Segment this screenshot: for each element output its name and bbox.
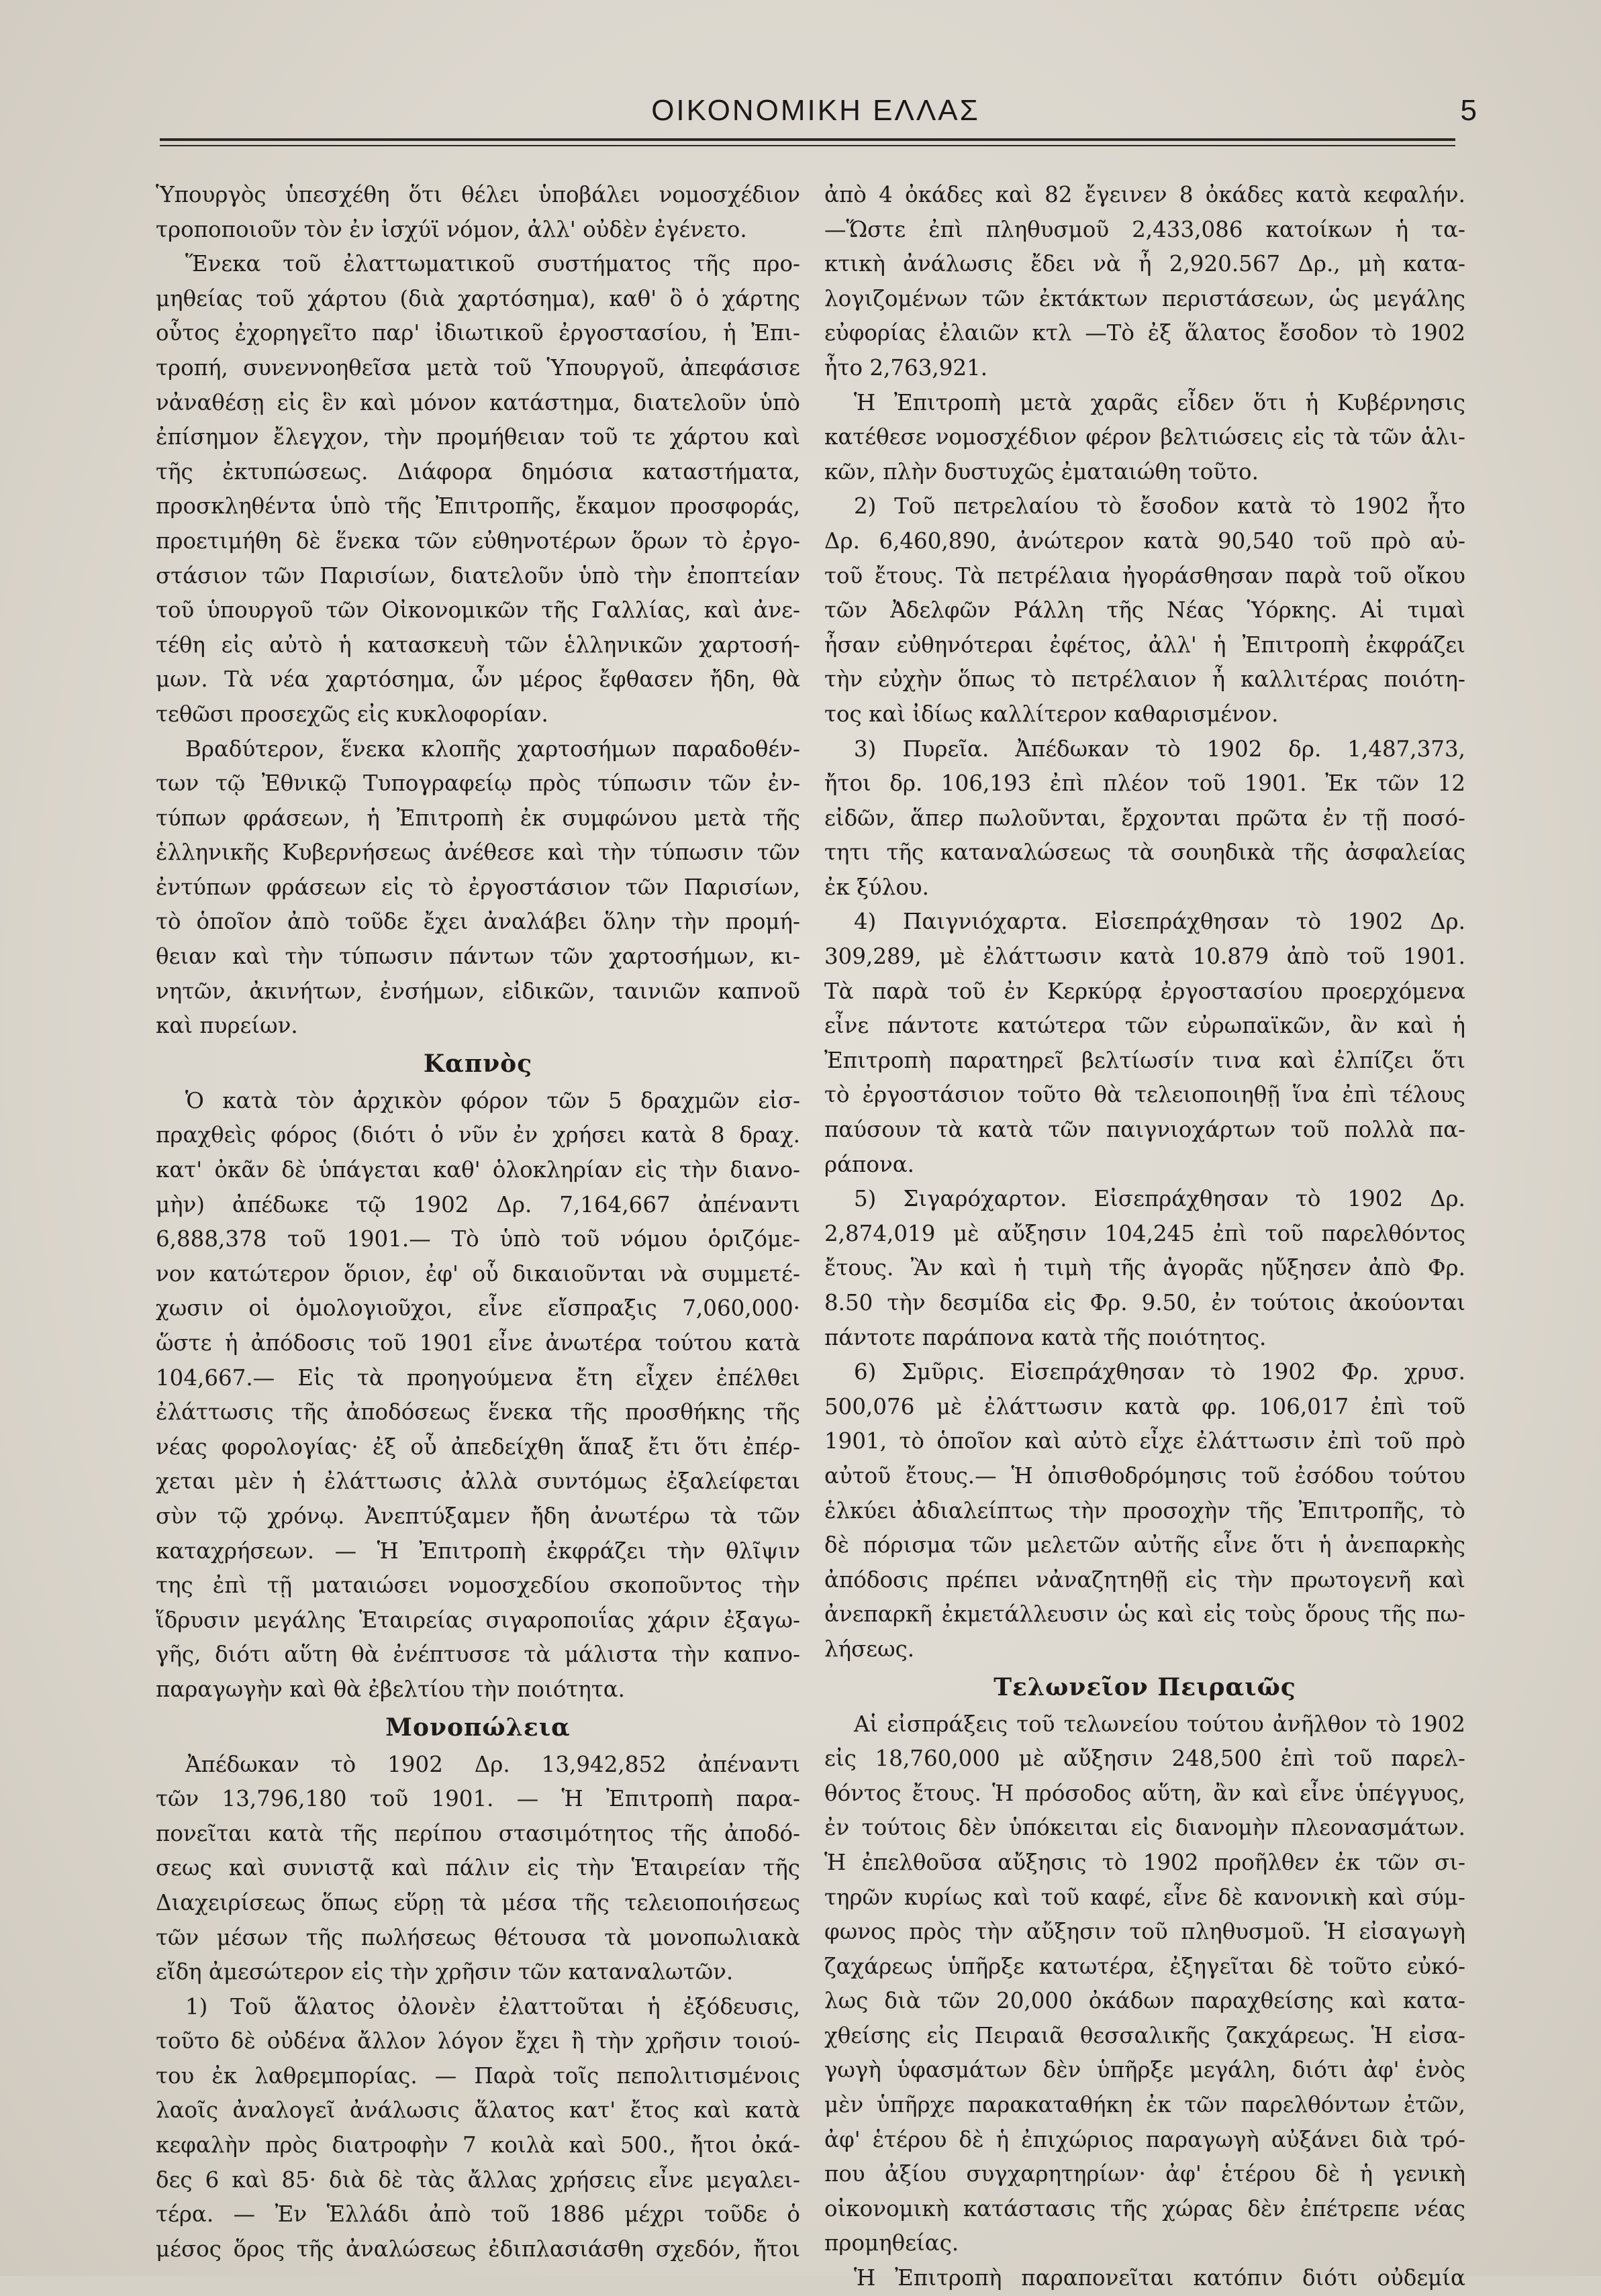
text-line: ἑλκύει ἀδιαλείπτως τὴν προσοχὴν τῆς Ἐπιτροπῆς, τὸ <box>824 1497 1465 1524</box>
text-line: 4) Παιγνιόχαρτα. Εἰσεπράχθησαν τὸ 1902 Δρ. <box>854 909 1465 935</box>
text-line: ἐν τούτοις δὲν ὑπόκειται εἰς διανομὴν πλεονασμάτων. <box>824 1815 1465 1841</box>
text-line: ἀπόδοσις πρέπει νἀναζητηθῇ εἰς τὴν πρωτογενῆ καὶ <box>824 1566 1465 1593</box>
text-line: γωγὴ ὑφασμάτων δὲν ὑπῆρξε μεγάλη, διότι ἀφ' ἑνὸς <box>824 2057 1465 2083</box>
text-line: Βραδύτερον, ἕνεκα κλοπῆς χαρτοσήμων παραδοθέν- <box>185 736 800 762</box>
text-line: σὺν τῷ χρόνῳ. Ἀνεπτύξαμεν ἤδη ἀνωτέρω τὰ τῶν <box>156 1503 800 1529</box>
text-line: προετιμήθη δὲ ἕνεκα τῶν εὐθηνοτέρων ὅρων τὸ ἐργο- <box>156 528 800 554</box>
text-line: 3) Πυρεῖα. Ἀπέδωκαν τὸ 1902 δρ. 1,487,373, <box>854 736 1465 762</box>
text-line: τὴν εὐχὴν ὅπως τὸ πετρέλαιον ἦ καλλιτέρας ποιότη- <box>824 666 1465 693</box>
text-line: Δρ. 6,460,890, ἀνώτερον κατὰ 90,540 τοῦ πρὸ αὐ- <box>824 528 1465 554</box>
text-line: τεθῶσι προσεχῶς εἰς κυκλοφορίαν. <box>156 701 548 727</box>
text-line: χθείσης εἰς Πειραιᾶ θεσσαλικῆς ζακχάρεως. Ἡ εἰσα- <box>824 2022 1465 2048</box>
text-line: Ἐπιτροπὴ παρατηρεῖ βελτίωσίν τινα καὶ ἐλπίζει ὅτι <box>824 1047 1465 1073</box>
text-line: 5) Σιγαρόχαρτον. Εἰσεπράχθησαν τὸ 1902 Δρ. <box>854 1186 1465 1212</box>
text-line: του ἐκ λαθρεμπορίας. — Παρὰ τοῖς πεπολιτισμένοις <box>156 2062 800 2089</box>
text-line: τοῦ ὑπουργοῦ τῶν Οἰκονομικῶν τῆς Γαλλίας, καὶ ἀνε- <box>156 597 800 623</box>
text-line: τροποποιοῦν τὸν ἐν ἰσχύϊ νόμον, ἀλλ' οὐδὲν ἐγένετο. <box>156 216 747 242</box>
text-line: 1) Τοῦ ἅλατος ὀλονὲν ἐλαττοῦται ἡ ἐξόδευσις, <box>185 1993 800 2019</box>
section-heading: Καπνὸς <box>423 1049 533 1078</box>
text-line: Ἕνεκα τοῦ ἐλαττωματικοῦ συστήματος τῆς προ- <box>185 251 800 277</box>
text-line: πραχθεὶς φόρος (διότι ὁ νῦν ἐν χρήσει κατὰ 8 δραχ. <box>156 1122 800 1148</box>
text-line: πάντοτε παράπονα κατὰ τῆς ποιότητος. <box>824 1324 1267 1350</box>
text-line: ἀνεπαρκῆ ἐκμετάλλευσιν ὡς καὶ εἰς τοὺς ὅρους τῆς πω- <box>824 1601 1465 1628</box>
text-line: τῶν 13,796,180 τοῦ 1901. — Ἡ Ἐπιτροπὴ παρα- <box>156 1786 800 1812</box>
text-line: μων. Τὰ νέα χαρτόσημα, ὧν μέρος ἔφθασεν ἤδη, θὰ <box>156 666 800 693</box>
text-line: εἶνε πάντοτε κατώτερα τῶν εὐρωπαϊκῶν, ἂν καὶ ἡ <box>824 1013 1465 1039</box>
text-line: στάσιον τῶν Παρισίων, διατελοῦν ὑπὸ τὴν ἐποπτείαν <box>156 562 800 589</box>
text-line: ἦσαν εὐθηνότεραι ἐφέτος, ἀλλ' ἡ Ἐπιτροπὴ ἐκφράζει <box>824 632 1465 658</box>
text-line: ἦτο 2,763,921. <box>824 354 988 381</box>
text-line: κεφαλὴν πρὸς διατροφὴν 7 κοιλὰ καὶ 500., ἤτοι ὀκά- <box>156 2132 800 2158</box>
text-line: Ἀπέδωκαν τὸ 1902 Δρ. 13,942,852 ἀπέναντι <box>185 1751 800 1777</box>
text-line: Ἡ Ἐπιτροπὴ μετὰ χαρᾶς εἶδεν ὅτι ἡ Κυβέρνησις <box>854 389 1465 415</box>
text-line: αὐτοῦ ἔτους.— Ἡ ὀπισθοδρόμησις τοῦ ἐσόδου τούτου <box>824 1462 1465 1489</box>
text-line: ζαχάρεως ὑπῆρξε κατωτέρα, ἐξηγεῖται δὲ τοῦτο εὐκό- <box>824 1953 1465 1979</box>
text-line: κῶν, πλὴν δυστυχῶς ἐματαιώθη τοῦτο. <box>824 458 1259 485</box>
text-line: —Ὥστε ἐπὶ πληθυσμοῦ 2,433,086 κατοίκων ἡ τα- <box>824 216 1465 242</box>
text-line: οἰκονομικὴ κατάστασις τῆς χώρας δὲν ἐπέτρεπε νέας <box>824 2195 1465 2222</box>
text-line: τύπων φράσεων, ἡ Ἐπιτροπὴ ἐκ συμφώνου μετὰ τῆς <box>156 805 800 831</box>
text-line: εἰς 18,760,000 μὲ αὔξησιν 248,500 ἐπὶ τοῦ παρελ- <box>824 1746 1465 1772</box>
text-line: πονεῖται κατὰ τῆς περίπου στασιμότητος τῆς ἀποδό- <box>156 1820 800 1846</box>
text-line: τὸ ὁποῖον ἀπὸ τοῦδε ἔχει ἀναλάβει ὅλην τὴν προμή- <box>156 909 800 935</box>
text-line: 8.50 τὴν δεσμίδα εἰς Φρ. 9.50, ἐν τούτοις ἀκούονται <box>824 1290 1465 1315</box>
text-line: σεως καὶ συνιστᾷ καὶ πάλιν εἰς τὴν Ἑταιρείαν τῆς <box>156 1855 800 1881</box>
text-line: θειαν καὶ τὴν τύπωσιν πάντων τῶν χαρτοσήμων, κι- <box>156 944 800 970</box>
text-line: Τὰ παρὰ τοῦ ἐν Κερκύρᾳ ἐργοστασίου προερχόμενα <box>824 978 1465 1004</box>
text-line: 2,874,019 μὲ αὔξησιν 104,245 ἐπὶ τοῦ παρελθόντος <box>824 1220 1465 1246</box>
text-line: λαοῖς ἀναλογεῖ ἀνάλωσις ἅλατος κατ' ἔτος καὶ κατὰ <box>156 2097 800 2124</box>
text-line: ἐλάττωσις τῆς ἀποδόσεως ἕνεκα τῆς προσθήκης τῆς <box>156 1399 800 1426</box>
text-line: νητῶν, ἀκινήτων, ἐνσήμων, εἰδικῶν, ταινιῶν καπνοῦ <box>156 978 800 1004</box>
text-line: ἐκ ξύλου. <box>824 874 929 900</box>
text-line: παύσουν τὰ κατὰ τῶν παιγνιοχάρτων τοῦ πολλὰ πα- <box>824 1117 1465 1143</box>
text-line: που ἀξίου συγχαρητηρίων· ἀφ' ἑτέρου δὲ ἡ γενικὴ <box>824 2161 1465 2187</box>
text-line: εἰδῶν, ἅπερ πωλοῦνται, ἔρχονται πρῶτα ἐν τῇ ποσό- <box>824 805 1465 831</box>
text-line: τῶν Ἀδελφῶν Ράλλη τῆς Νέας Ὑόρκης. Αἱ τιμαὶ <box>824 597 1465 623</box>
header-rule-thick <box>160 138 1455 141</box>
text-line: ἔτους. Ἂν καὶ ἡ τιμὴ τῆς ἀγορᾶς ηὔξησεν ἀπὸ Φρ. <box>824 1255 1465 1281</box>
text-line: Διαχειρίσεως ὅπως εὕρῃ τὰ μέσα τῆς τελειοποιήσεως <box>156 1889 800 1915</box>
text-line: 2) Τοῦ πετρελαίου τὸ ἔσοδον κατὰ τὸ 1902 ἦτο <box>854 493 1465 519</box>
text-line: καταχρήσεων. — Ἡ Ἐπιτροπὴ ἐκφράζει τὴν θλῖψιν <box>156 1538 800 1564</box>
right-column <box>824 178 1465 2291</box>
text-line: παραγωγὴν καὶ θὰ ἐβελτίου τὴν ποιότητα. <box>156 1676 625 1702</box>
text-line: ἀπὸ 4 ὀκάδες καὶ 82 ἔγεινεν 8 ὀκάδες κατὰ κεφαλήν. <box>824 182 1465 207</box>
text-line: χεται μὲν ἡ ἐλάττωσις ἀλλὰ συντόμως ἐξαλείφεται <box>156 1468 800 1495</box>
text-line: ἵδρυσιν μεγάλης Ἑταιρείας σιγαροποιΐας χάριν ἐξαγω- <box>156 1607 800 1633</box>
text-line: τῆς ἐκτυπώσεως. Διάφορα δημόσια καταστήματα, <box>156 458 800 485</box>
text-line: μέσος ὅρος τῆς ἀναλώσεως ἐδιπλασιάσθη σχεδόν, ἤτοι <box>156 2236 800 2262</box>
text-line: μὲν ὑπῆρχε παρακαταθήκη ἐκ τῶν παρελθόντων ἐτῶν, <box>824 2092 1465 2118</box>
text-line: θόντος ἔτους. Ἡ πρόσοδος αὕτη, ἂν καὶ εἶνε ὑπέγγυος, <box>824 1780 1465 1806</box>
text-line: μηθείας τοῦ χάρτου (διὰ χαρτόσημα), καθ' ὃ ὁ χάρτης <box>156 285 800 311</box>
text-line: ἐντύπων φράσεων εἰς τὸ ἐργοστάσιον τῶν Παρισίων, <box>156 874 800 900</box>
text-line: τῶν μέσων τῆς πωλήσεως θέτουσα τὰ μονοπωλιακὰ <box>156 1924 800 1950</box>
text-line: τος καὶ ἰδίως καλλίτερον καθαρισμένον. <box>824 701 1279 727</box>
section-heading: Τελωνεῖον Πειραιῶς <box>993 1673 1296 1701</box>
text-line: δες 6 καὶ 85· διὰ δὲ τὰς ἄλλας χρήσεις εἶνε μεγαλει- <box>156 2166 800 2193</box>
text-line: χωσιν οἱ ὁμολογιοῦχοι, εἶνε εἴσπραξις 7,060,000· <box>156 1295 800 1321</box>
text-line: οὗτος ἐχορηγεῖτο παρ' ἰδιωτικοῦ ἐργοστασίου, ἡ Ἐπι- <box>156 320 800 346</box>
text-line: τὸ ἐργοστάσιον τοῦτο θὰ τελειοποιηθῇ ἵνα ἐπὶ τέλους <box>824 1082 1465 1108</box>
text-line: Αἱ εἰσπράξεις τοῦ τελωνείου τούτου ἀνῆλθον τὸ 1902 <box>854 1711 1465 1737</box>
text-line: νἀναθέσῃ εἰς ἓν καὶ μόνον κατάστημα, διατελοῦν ὑπὸ <box>156 389 800 415</box>
text-line: 6,888,378 τοῦ 1901.— Τὸ ὑπὸ τοῦ νόμου ὁριζόμε- <box>156 1226 800 1252</box>
running-header <box>161 94 1477 134</box>
text-line: λήσεως. <box>824 1636 915 1662</box>
journal-title: ΟΙΚΟΝΟΜΙΚΗ ΕΛΛΑΣ <box>651 94 980 127</box>
text-line: τοῦτο δὲ οὐδένα ἄλλον λόγον ἔχει ἢ τὴν χρῆσιν τοιού- <box>156 2028 800 2054</box>
text-line: Ὑπουργὸς ὑπεσχέθη ὅτι θέλει ὑποβάλει νομοσχέδιον <box>156 182 800 207</box>
text-line: ὥστε ἡ ἀπόδοσις τοῦ 1901 εἶνε ἀνωτέρα τούτου κατὰ <box>156 1330 800 1356</box>
text-line: 6) Σμῦρις. Εἰσεπράχθησαν τὸ 1902 Φρ. χρυσ. <box>854 1359 1465 1385</box>
text-line: λως διὰ τῶν 20,000 ὀκάδων παραχθείσης καὶ κατα- <box>824 1988 1465 2014</box>
text-line: Ὁ κατὰ τὸν ἀρχικὸν φόρον τῶν 5 δραχμῶν εἰσ- <box>185 1087 800 1113</box>
text-line: τέρα. — Ἐν Ἑλλάδι ἀπὸ τοῦ 1886 μέχρι τοῦδε ὁ <box>156 2201 800 2228</box>
text-line: δὲ πόρισμα τῶν μελετῶν αὐτῆς εἶνε ὅτι ἡ ἀνεπαρκὴς <box>824 1532 1465 1558</box>
text-line: των τῷ Ἐθνικῷ Τυπογραφείῳ πρὸς τύπωσιν τῶν ἐν- <box>156 770 800 797</box>
text-line: γῆς, διότι αὕτη θὰ ἐνέπτυσσε τὰ μάλιστα τὴν καπνο- <box>156 1642 800 1668</box>
text-line: ἀφ' ἑτέρου δὲ ἡ ἐπιχώριος παραγωγὴ αὐξάνει διὰ τρό- <box>824 2126 1465 2152</box>
text-line: τέθη εἰς αὐτὸ ἡ κατασκευὴ τῶν ἑλληνικῶν χαρτοσή- <box>156 632 800 658</box>
text-line: τροπή, συνεννοηθεῖσα μετὰ τοῦ Ὑπουργοῦ, ἀπεφάσισε <box>156 354 800 381</box>
text-line: 104,667.— Εἰς τὰ προηγούμενα ἔτη εἶχεν ἐπέλθει <box>156 1364 800 1391</box>
text-line: της ἐπὶ τῇ ματαιώσει νομοσχεδίου σκοποῦντος τὴν <box>156 1573 800 1599</box>
text-line: Ἡ ἐπελθοῦσα αὔξησις τὸ 1902 προῆλθεν ἐκ τῶν σι- <box>824 1849 1465 1875</box>
text-line: νέας φορολογίας· ἐξ οὗ ἀπεδείχθη ἅπαξ ἔτι ὅτι ἐπέρ- <box>156 1434 800 1460</box>
text-line: ἤτοι δρ. 106,193 ἐπὶ πλέον τοῦ 1901. Ἐκ τῶν 12 <box>824 770 1465 797</box>
text-line: προσκληθέντα ὑπὸ τῆς Ἐπιτροπῆς, ἔκαμον προσφοράς, <box>156 493 800 519</box>
text-line: προμηθείας. <box>824 2230 959 2256</box>
text-line: 500,076 μὲ ἐλάττωσιν κατὰ φρ. 106,017 ἐπὶ τοῦ <box>824 1393 1465 1419</box>
text-line: κατ' ὀκᾶν δὲ ὑπάγεται καθ' ὁλοκληρίαν εἰς τὴν διανο- <box>156 1157 800 1183</box>
text-line: λογιζομένων τῶν ἐκτάκτων περιστάσεων, ὡς μεγάλης <box>824 285 1465 311</box>
text-line: φωνος πρὸς τὴν αὔξησιν τοῦ πληθυσμοῦ. Ἡ εἰσαγωγὴ <box>824 1919 1465 1945</box>
header-rule-thin <box>160 145 1455 146</box>
text-line: 1901, τὸ ὁποῖον καὶ αὐτὸ εἶχε ἐλάττωσιν ἐπὶ τοῦ πρὸ <box>824 1428 1465 1454</box>
text-line: κτικὴ ἀνάλωσις ἔδει νὰ ἦ 2,920.567 Δρ., μὴ κατα- <box>824 251 1465 277</box>
text-line: ἑλληνικῆς Κυβερνήσεως ἀνέθεσε καὶ τὴν τύπωσιν τῶν <box>156 840 800 866</box>
text-line: νον κατώτερον ὅριον, ἐφ' οὗ δικαιοῦνται νὰ συμμετέ- <box>156 1260 800 1287</box>
text-line: μὴν) ἀπέδωκε τῷ 1902 Δρ. 7,164,667 ἀπέναντι <box>156 1191 800 1217</box>
text-line: κατέθεσε νομοσχέδιον φέρον βελτιώσεις εἰς τὰ τῶν ἁλι- <box>824 424 1465 450</box>
text-line: ἐπίσημον ἔλεγχον, τὴν προμήθειαν τοῦ τε χάρτου καὶ <box>156 424 800 450</box>
text-line: καὶ πυρείων. <box>156 1013 298 1039</box>
text-line: 309,289, μὲ ἐλάττωσιν κατὰ 10.879 ἀπὸ τοῦ 1901. <box>824 944 1465 970</box>
text-line: εὐφορίας ἐλαιῶν κτλ —Τὸ ἐξ ἅλατος ἔσοδον τὸ 1902 <box>824 320 1465 346</box>
page-number: 5 <box>1460 94 1477 127</box>
text-line: τηρῶν κυρίως καὶ τοῦ καφέ, εἶνε δὲ κανονικὴ καὶ σύμ- <box>824 1884 1465 1910</box>
text-line: τοῦ ἔτους. Τὰ πετρέλαια ἠγοράσθησαν παρὰ τοῦ οἴκου <box>824 562 1465 589</box>
text-line: εἴδη ἀμεσώτερον εἰς τὴν χρῆσιν τῶν καταναλωτῶν. <box>156 1959 734 1985</box>
text-line: τητι τῆς καταναλώσεως τὰ σουηδικὰ τῆς ἀσφαλείας <box>824 840 1465 866</box>
section-heading: Μονοπώλεια <box>385 1713 571 1742</box>
text-line: Ἡ Ἐπιτροπὴ παραπονεῖται κατόπιν διότι οὐδεμία <box>854 2265 1465 2291</box>
text-line: ράπονα. <box>824 1151 915 1177</box>
left-column <box>156 178 800 2262</box>
